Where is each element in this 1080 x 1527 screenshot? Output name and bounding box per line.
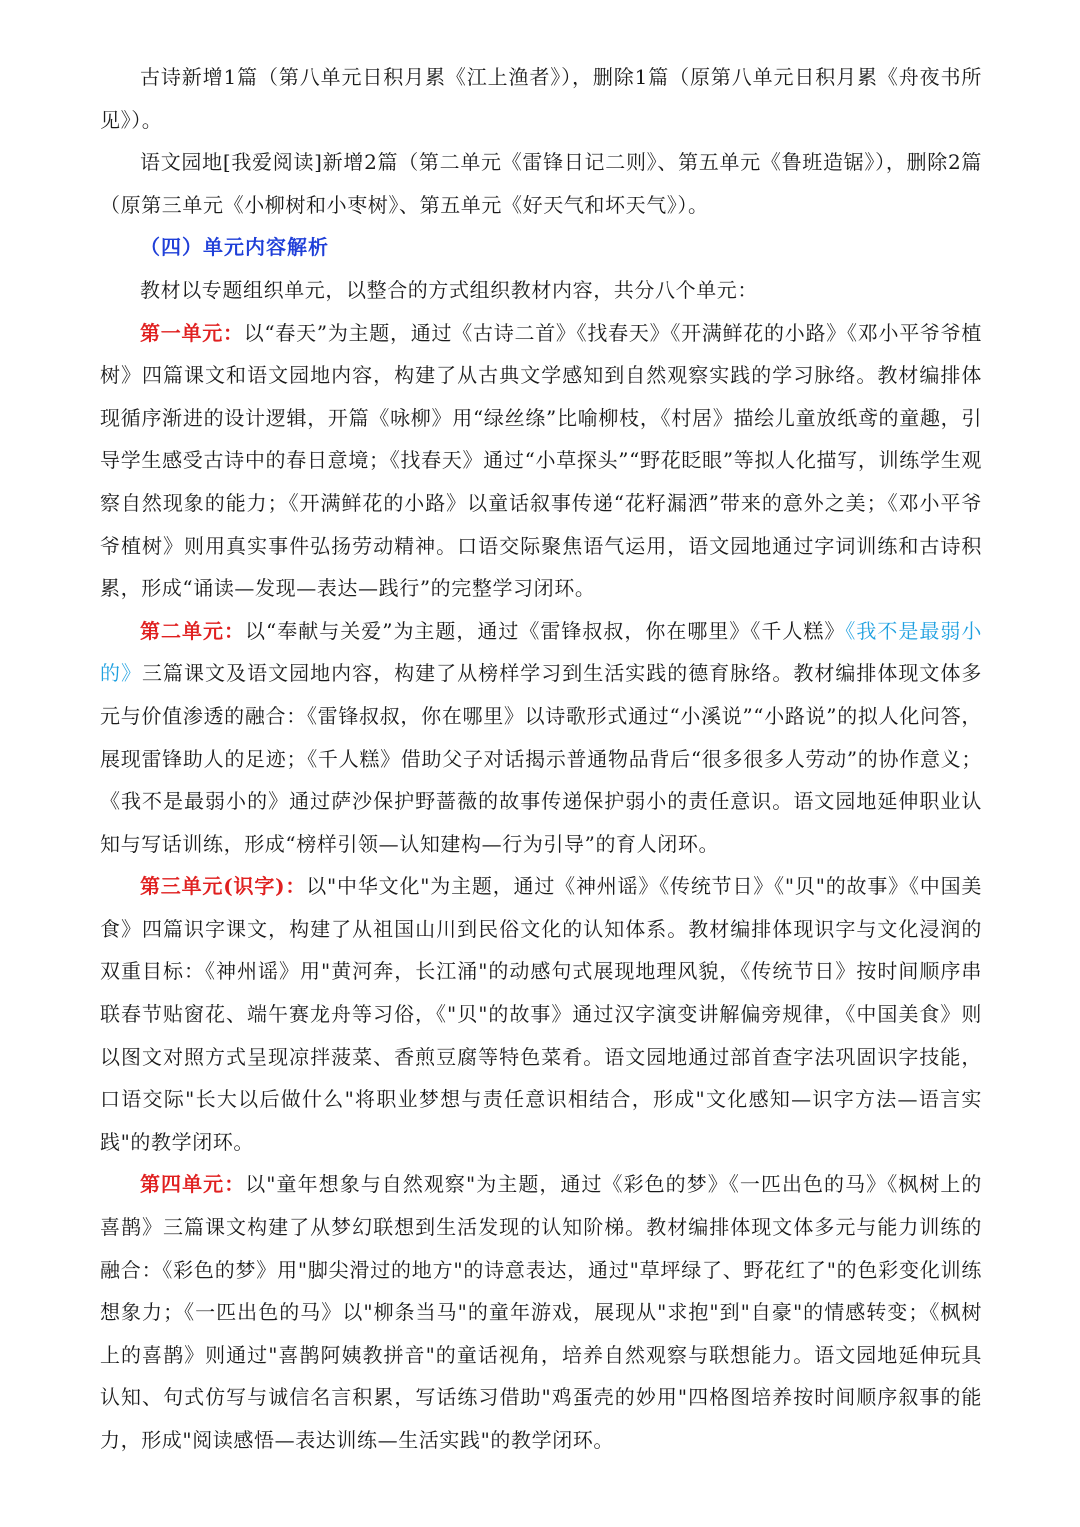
- unit-paragraph-4: [100, 1163, 982, 1461]
- unit-text-3: 以"中华文化"为主题，通过《神州谣》《传统节日》《"贝"的故事》《中国美食》四篇识字课文，构建了从祖国山川到民俗文化的认知体系。教材编排体现识字与文化浸润的双重目标：《神州谣》用"黄河奔，长江涌"的动感句式展现地理风貌，《传统节日》按时间顺序串联春节贴窗花、端午赛龙舟等习俗，《"贝"的故事》通过汉字演变讲解偏旁规律，《中国美食》则以图文对照方式呈现凉拌菠菜、香煎豆腐等特色菜肴。语文园地通过部首查字法巩固识字技能，口语交际"长大以后做什么"将职业梦想与责任意识相结合，形成"文化感知—识字方法—语言实践"的教学闭环。: [100, 874, 983, 1154]
- unit-label-4: 第四单元：: [140, 1172, 246, 1197]
- unit-text-2-after: 三篇课文及语文园地内容，构建了从榜样学习到生活实践的德育脉络。教材编排体现文体多元与价值渗透的融合：《雷锋叔叔，你在哪里》以诗歌形式通过“小溪说”“小路说”的拟人化问答，展现雷锋助人的足迹；《千人糕》借助父子对话揭示普通物品背后“很多很多人劳动”的协作意义；《我不是最弱小的》通过萨沙保护野蔷薇的故事传递保护弱小的责任意识。语文园地延伸职业认知与写话训练，形成“榜样引领—认知建构—行为引导”的育人闭环。: [100, 661, 983, 856]
- unit-label-2: 第二单元：: [140, 618, 245, 643]
- unit-text-2-before: 以“奉献与关爱”为主题，通过《雷锋叔叔，你在哪里》《千人糕》: [245, 618, 846, 643]
- document-page: [100, 56, 982, 1462]
- section-heading: （四）单元内容解析: [140, 235, 329, 260]
- paragraph-reading-garden-changes: 语文园地[我爱阅读]新增2篇（第二单元《雷锋日记二则》、第五单元《鲁班造锯》），删除2篇（原第三单元《小柳树和小枣树》、第五单元《好天气和坏天气》）。: [100, 150, 982, 217]
- unit-label-3: 第三单元(识字)：: [140, 874, 307, 899]
- unit-paragraph-2: [100, 610, 982, 866]
- unit-text-2-highlight[interactable]: 《我不是最弱小的》: [100, 618, 983, 686]
- unit-paragraph-1: [100, 312, 982, 610]
- unit-label-1: 第一单元：: [140, 320, 244, 345]
- unit-text-4: 以"童年想象与自然观察"为主题，通过《彩色的梦》《一匹出色的马》《枫树上的喜鹊》三篇课文构建了从梦幻联想到生活发现的认知阶梯。教材编排体现文体多元与能力训练的融合：《彩色的梦》用"脚尖滑过的地方"的诗意表达，通过"草坪绿了、野花红了"的色彩变化训练想象力；《一匹出色的马》以"柳条当马"的童年游戏，展现从"求抱"到"自豪"的情感转变；《枫树上的喜鹊》则通过"喜鹊阿姨教拼音"的童话视角，培养自然观察与联想能力。语文园地延伸玩具认知、句式仿写与诚信名言积累，写话练习借助"鸡蛋壳的妙用"四格图培养按时间顺序叙事的能力，形成"阅读感悟—表达训练—生活实践"的教学闭环。: [100, 1172, 982, 1452]
- paragraph-ancient-poem-changes: 古诗新增1篇（第八单元日积月累《江上渔者》），删除1篇（原第八单元日积月累《舟夜书所见》）。: [100, 65, 982, 132]
- paragraph-intro: 教材以专题组织单元，以整合的方式组织教材内容，共分八个单元：: [140, 277, 758, 302]
- unit-text-1: 以“春天”为主题，通过《古诗二首》《找春天》《开满鲜花的小路》《邓小平爷爷植树》四篇课文和语文园地内容，构建了从古典文学感知到自然观察实践的学习脉络。教材编排体现循序渐进的设计逻辑，开篇《咏柳》用“绿丝绦”比喻柳枝，《村居》描绘儿童放纸鸢的童趣，引导学生感受古诗中的春日意境；《找春天》通过“小草探头”“野花眨眼”等拟人化描写，训练学生观察自然现象的能力；《开满鲜花的小路》以童话叙事传递“花籽漏洒”带来的意外之美；《邓小平爷爷植树》则用真实事件弘扬劳动精神。口语交际聚焦语气运用，语文园地通过字词训练和古诗积累，形成“诵读—发现—表达—践行”的完整学习闭环。: [100, 320, 983, 601]
- unit-paragraph-3: [100, 865, 982, 1163]
